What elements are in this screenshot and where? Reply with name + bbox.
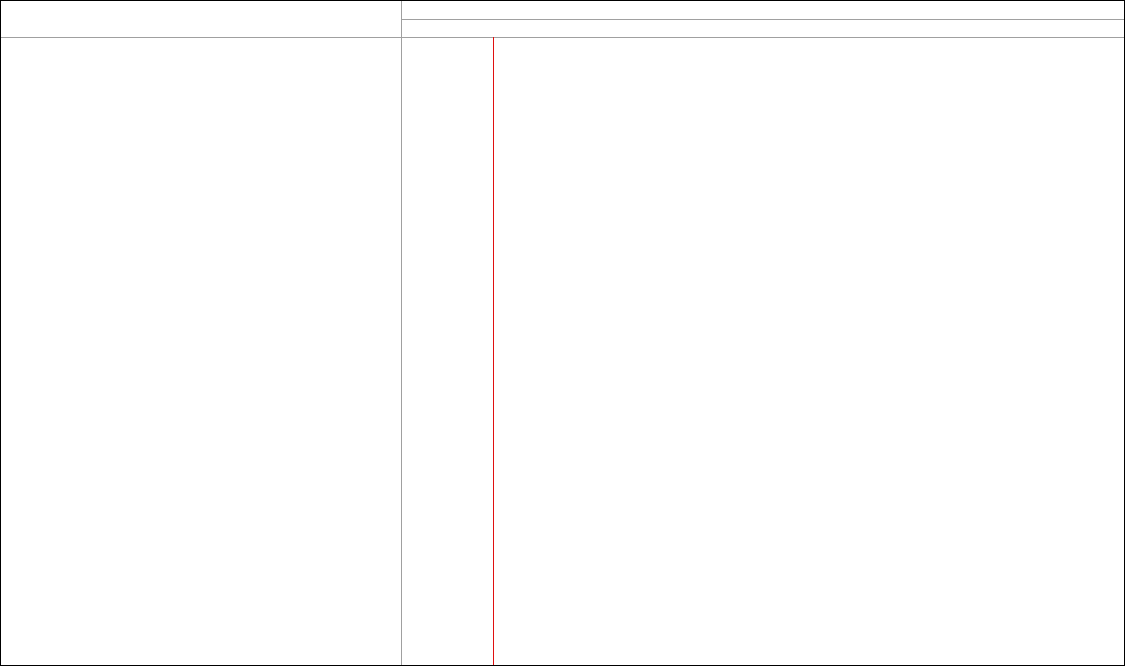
task-tree-header [1,1,401,38]
task-tree [1,1,402,665]
timeline-month-header [402,1,1124,20]
timeline-week-header [402,19,1124,38]
gantt-chart [402,1,1124,665]
today-marker-line [493,37,494,665]
